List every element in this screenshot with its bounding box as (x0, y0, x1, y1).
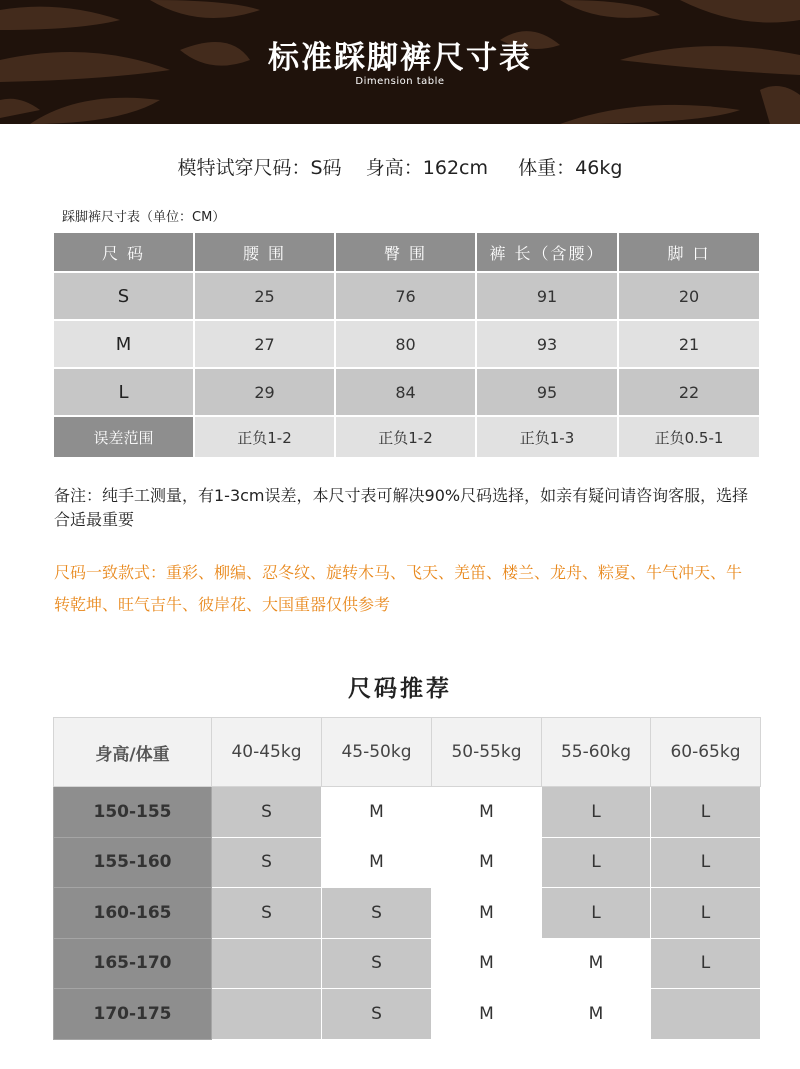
recommended-size-cell: L (651, 888, 761, 939)
table-row (54, 837, 761, 888)
size-cell: L (53, 368, 194, 416)
weight-header: 50-55kg (432, 718, 542, 787)
height-range-cell: 155-160 (54, 837, 212, 888)
table-cell: 21 (618, 320, 760, 368)
table-row (53, 272, 760, 320)
recommended-size-cell (212, 989, 322, 1040)
header-ankle: 脚 口 (618, 232, 760, 272)
size-cell: S (53, 272, 194, 320)
recommended-size-cell (651, 989, 761, 1040)
size-table-header (53, 232, 760, 272)
recommended-size-cell: L (651, 787, 761, 838)
recommended-size-cell: S (322, 989, 432, 1040)
size-cell: M (53, 320, 194, 368)
size-table (52, 231, 761, 459)
model-info: 模特试穿尺码：S码 身高：162cm 体重：46kg (177, 157, 623, 179)
recommended-size-cell: L (542, 837, 651, 888)
table-row (54, 989, 761, 1040)
weight-header: 60-65kg (651, 718, 761, 787)
recommended-size-cell: S (212, 888, 322, 939)
table-cell: 29 (194, 368, 335, 416)
table-row (54, 888, 761, 939)
weight-header: 55-60kg (542, 718, 651, 787)
table-cell: 80 (335, 320, 476, 368)
table-cell: 84 (335, 368, 476, 416)
table-cell: 91 (476, 272, 618, 320)
tolerance-cell: 正负1-2 (335, 416, 476, 458)
recommended-size-cell: M (432, 938, 542, 989)
recommended-size-cell: M (322, 787, 432, 838)
table-cell: 93 (476, 320, 618, 368)
recommended-size-cell: L (651, 938, 761, 989)
recommended-size-cell: M (432, 837, 542, 888)
page-title: 标准踩脚裤尺寸表 (268, 40, 532, 76)
measurement-note: 备注：纯手工测量，有1-3cm误差，本尺寸表可解决90%尺码选择，如亲有疑问请咨询客服，选择合适最重要 (54, 486, 749, 529)
table-row (54, 938, 761, 989)
matching-styles-note: 尺码一致款式：重彩、柳编、忍冬纹、旋转木马、飞天、羌笛、楼兰、龙舟、粽夏、牛气冲天、牛转乾坤、旺气吉牛、彼岸花、大国重器仅供参考 (54, 563, 743, 614)
recommended-size-cell: L (542, 787, 651, 838)
recommendation-header (54, 718, 761, 787)
table-row (54, 787, 761, 838)
table-row (53, 368, 760, 416)
table-cell: 22 (618, 368, 760, 416)
tolerance-row (53, 416, 760, 458)
tolerance-cell: 正负1-3 (476, 416, 618, 458)
height-range-cell: 170-175 (54, 989, 212, 1040)
recommended-size-cell: M (432, 787, 542, 838)
table-cell: 25 (194, 272, 335, 320)
recommended-size-cell (212, 938, 322, 989)
recommended-size-cell: M (542, 989, 651, 1040)
recommended-size-cell: L (651, 837, 761, 888)
height-range-cell: 150-155 (54, 787, 212, 838)
tolerance-label: 误差范围 (53, 416, 194, 458)
table-cell: 27 (194, 320, 335, 368)
table-cell: 76 (335, 272, 476, 320)
header-waist: 腰 围 (194, 232, 335, 272)
table-row (53, 320, 760, 368)
height-range-cell: 160-165 (54, 888, 212, 939)
height-weight-header: 身高/体重 (54, 718, 212, 787)
table-cell: 20 (618, 272, 760, 320)
header-length: 裤 长（含腰） (476, 232, 618, 272)
tolerance-cell: 正负0.5-1 (618, 416, 760, 458)
recommended-size-cell: M (432, 888, 542, 939)
recommended-size-cell: S (322, 938, 432, 989)
header-banner (0, 0, 800, 124)
recommended-size-cell: S (212, 837, 322, 888)
recommended-size-cell: M (542, 938, 651, 989)
weight-header: 45-50kg (322, 718, 432, 787)
recommendation-title: 尺码推荐 (348, 676, 452, 702)
header-hip: 臀 围 (335, 232, 476, 272)
recommended-size-cell: S (212, 787, 322, 838)
table-cell: 95 (476, 368, 618, 416)
recommended-size-cell: M (432, 989, 542, 1040)
header-size: 尺 码 (53, 232, 194, 272)
recommended-size-cell: L (542, 888, 651, 939)
recommended-size-cell: S (322, 888, 432, 939)
recommended-size-cell: M (322, 837, 432, 888)
size-recommendation-table (53, 717, 761, 1040)
tolerance-cell: 正负1-2 (194, 416, 335, 458)
weight-header: 40-45kg (212, 718, 322, 787)
page-subtitle: Dimension table (355, 76, 445, 87)
height-range-cell: 165-170 (54, 938, 212, 989)
size-table-caption: 踩脚裤尺寸表（单位：CM） (62, 210, 226, 225)
